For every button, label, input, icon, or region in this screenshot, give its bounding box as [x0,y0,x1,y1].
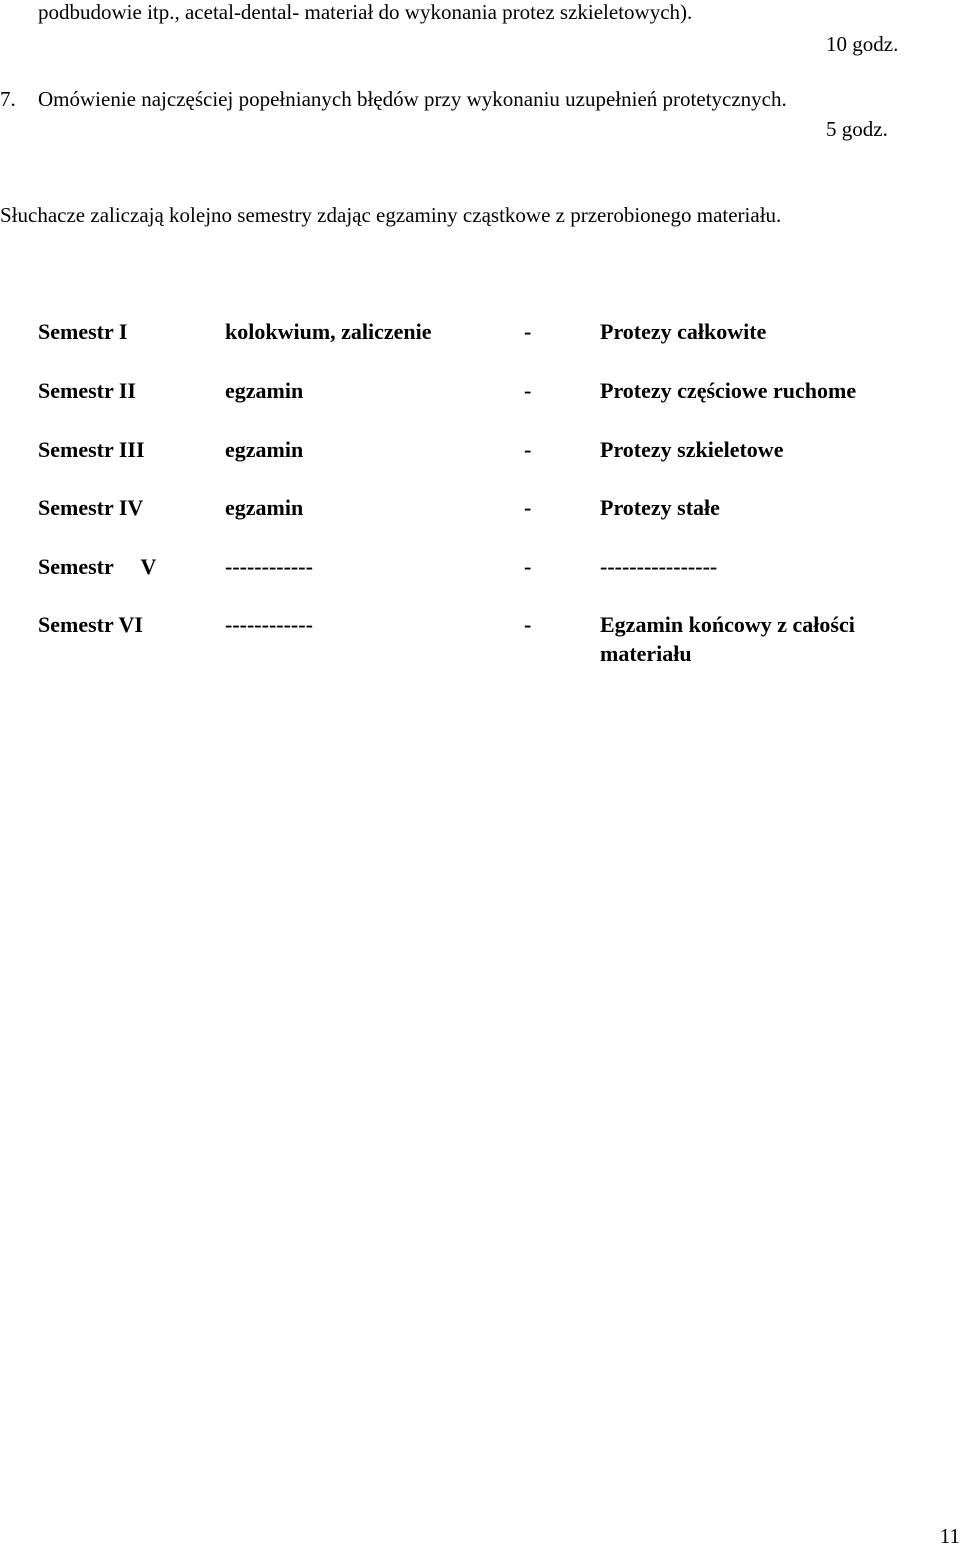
semester-topic: ---------------- [600,554,718,579]
semester-label: Semestr II [38,378,136,403]
semester-dash: - [524,437,532,462]
intro-paragraph: Słuchacze zaliczają kolejno semestry zdając egzaminy cząstkowe z przerobionego materiału. [0,203,782,227]
semester-dash: - [524,612,532,637]
semester-form: ------------ [225,612,313,637]
semester-form: kolokwium, zaliczenie [225,319,432,344]
semester-dash: - [524,378,532,403]
semester-topic: Protezy stałe [600,495,720,520]
semester-form: ------------ [225,554,313,579]
text-line-top: podbudowie itp., acetal-dental- materiał do wykonania protez szkieletowych). [38,0,693,24]
hours-item-7: 5 godz. [826,117,888,141]
semester-dash: - [524,319,532,344]
semester-topic: Protezy całkowite [600,319,767,344]
semester-dash: - [524,554,532,579]
semester-form: egzamin [225,437,304,462]
semester-form: egzamin [225,495,304,520]
semester-label: Semestr VI [38,612,143,637]
semester-topic: Egzamin końcowy z całości [600,612,855,637]
semester-dash: - [524,495,532,520]
list-item-7-text: Omówienie najczęściej popełnianych błędów przy wykonaniu uzupełnień protetycznych. [38,87,787,111]
hours-item-6: 10 godz. [826,32,899,56]
semester-topic: Protezy szkieletowe [600,437,784,462]
page-number: 11 [939,1524,960,1548]
semester-label: Semestr IV [38,495,144,520]
semester-topic: Protezy częściowe ruchome [600,378,857,403]
semester-topic-continuation: materiału [600,641,692,666]
semester-form: egzamin [225,378,304,403]
semester-label: Semestr III [38,437,145,462]
semester-label: Semestr I [38,319,128,344]
list-number-7: 7. [0,87,16,111]
semester-label: Semestr V [38,554,157,579]
